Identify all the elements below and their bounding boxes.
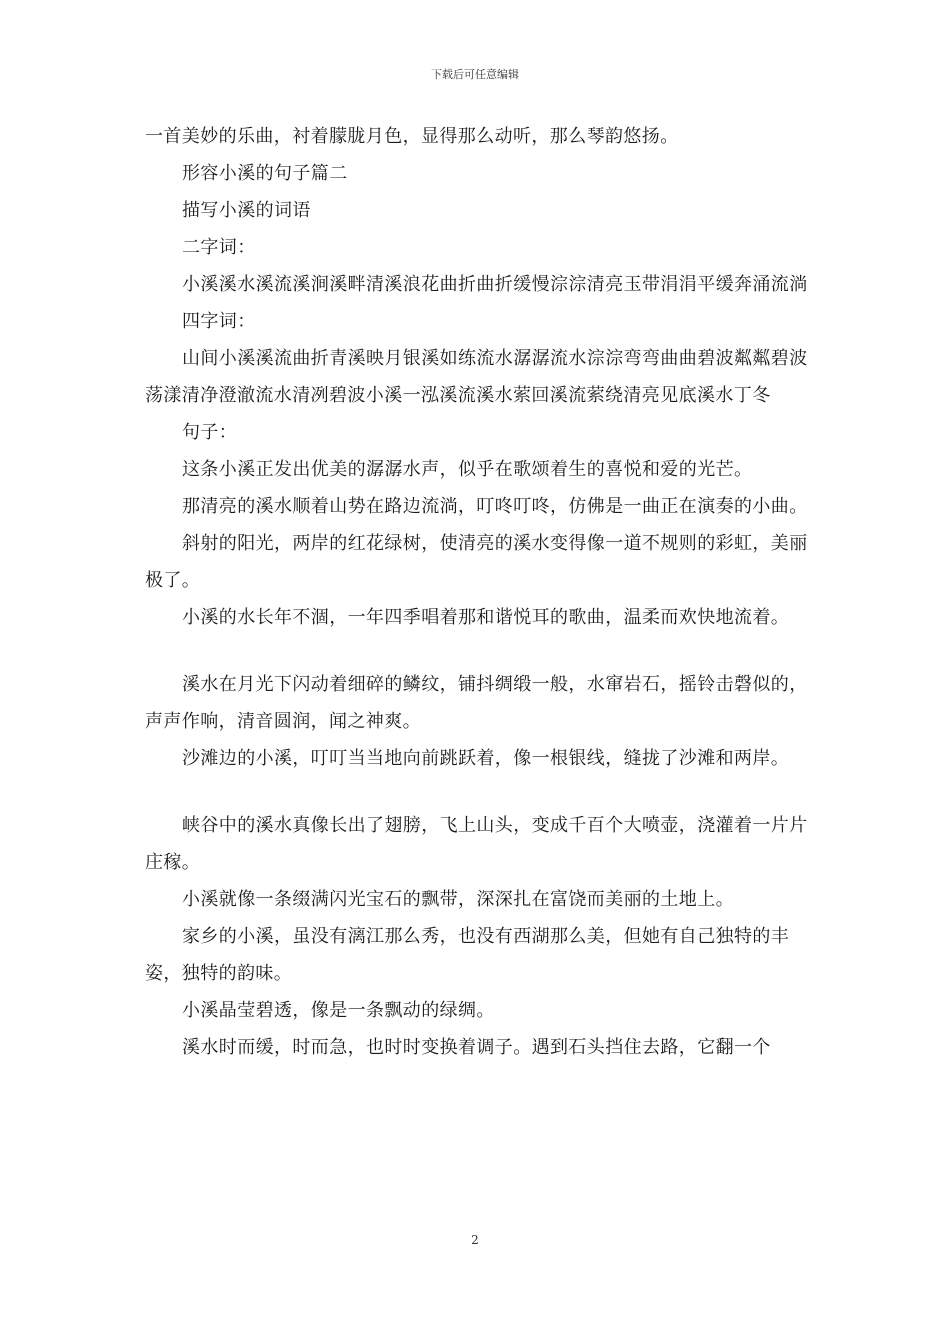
paragraph: 峡谷中的溪水真像长出了翅膀，飞上山头，变成千百个大喷壶，浇灌着一片片庄稼。 — [145, 815, 808, 873]
spacer — [145, 777, 810, 807]
label-two-char-words: 二字词： — [182, 237, 256, 258]
paragraph: 沙滩边的小溪，叮叮当当地向前跳跃着，像一根银线，缝拢了沙滩和两岸。 — [182, 748, 790, 769]
label-four-char-words: 四字词： — [182, 311, 256, 332]
section-title: 形容小溪的句子篇二 — [182, 163, 348, 184]
paragraph: 斜射的阳光，两岸的红花绿树，使清亮的溪水变得像一道不规则的彩虹，美丽极了。 — [145, 533, 808, 591]
paragraph: 小溪就像一条缀满闪光宝石的飘带，深深扎在富饶而美丽的土地上。 — [182, 889, 734, 910]
label-sentences: 句子： — [182, 422, 238, 443]
paragraph: 家乡的小溪，虽没有漓江那么秀，也没有西湖那么美，但她有自己独特的丰姿，独特的韵味。 — [145, 926, 790, 984]
paragraph: 溪水时而缓，时而急，也时时变换着调子。遇到石头挡住去路，它翻一个 — [182, 1037, 771, 1058]
paragraph: 山间小溪溪流曲折青溪映月银溪如练流水潺潺流水淙淙弯弯曲曲碧波粼粼碧波荡漾清净澄澈流水清冽碧波小溪一泓溪流溪水萦回溪流萦绕清亮见底溪水丁冬 — [145, 348, 808, 406]
paragraph: 小溪溪水溪流溪涧溪畔清溪浪花曲折曲折缓慢淙淙清亮玉带涓涓平缓奔涌流淌 — [182, 274, 808, 295]
subsection-title: 描写小溪的词语 — [182, 200, 311, 221]
paragraph: 那清亮的溪水顺着山势在路边流淌，叮咚叮咚，仿佛是一曲正在演奏的小曲。 — [182, 496, 808, 517]
page-header: 下载后可任意编辑 — [431, 68, 519, 81]
document-body — [145, 118, 810, 1066]
spacer — [145, 636, 810, 666]
paragraph: 一首美妙的乐曲，衬着朦胧月色，显得那么动听，那么琴韵悠扬。 — [145, 126, 679, 147]
paragraph: 小溪晶莹碧透，像是一条飘动的绿绸。 — [182, 1000, 495, 1021]
paragraph: 溪水在月光下闪动着细碎的鳞纹，铺抖绸缎一般，水窜岩石，摇铃击磬似的，声声作响，清音圆润，闻之神爽。 — [145, 674, 808, 732]
paragraph: 小溪的水长年不涸，一年四季唱着那和谐悦耳的歌曲，温柔而欢快地流着。 — [182, 607, 790, 628]
page-number: 2 — [471, 1233, 479, 1247]
paragraph: 这条小溪正发出优美的潺潺水声，似乎在歌颂着生的喜悦和爱的光芒。 — [182, 459, 753, 480]
